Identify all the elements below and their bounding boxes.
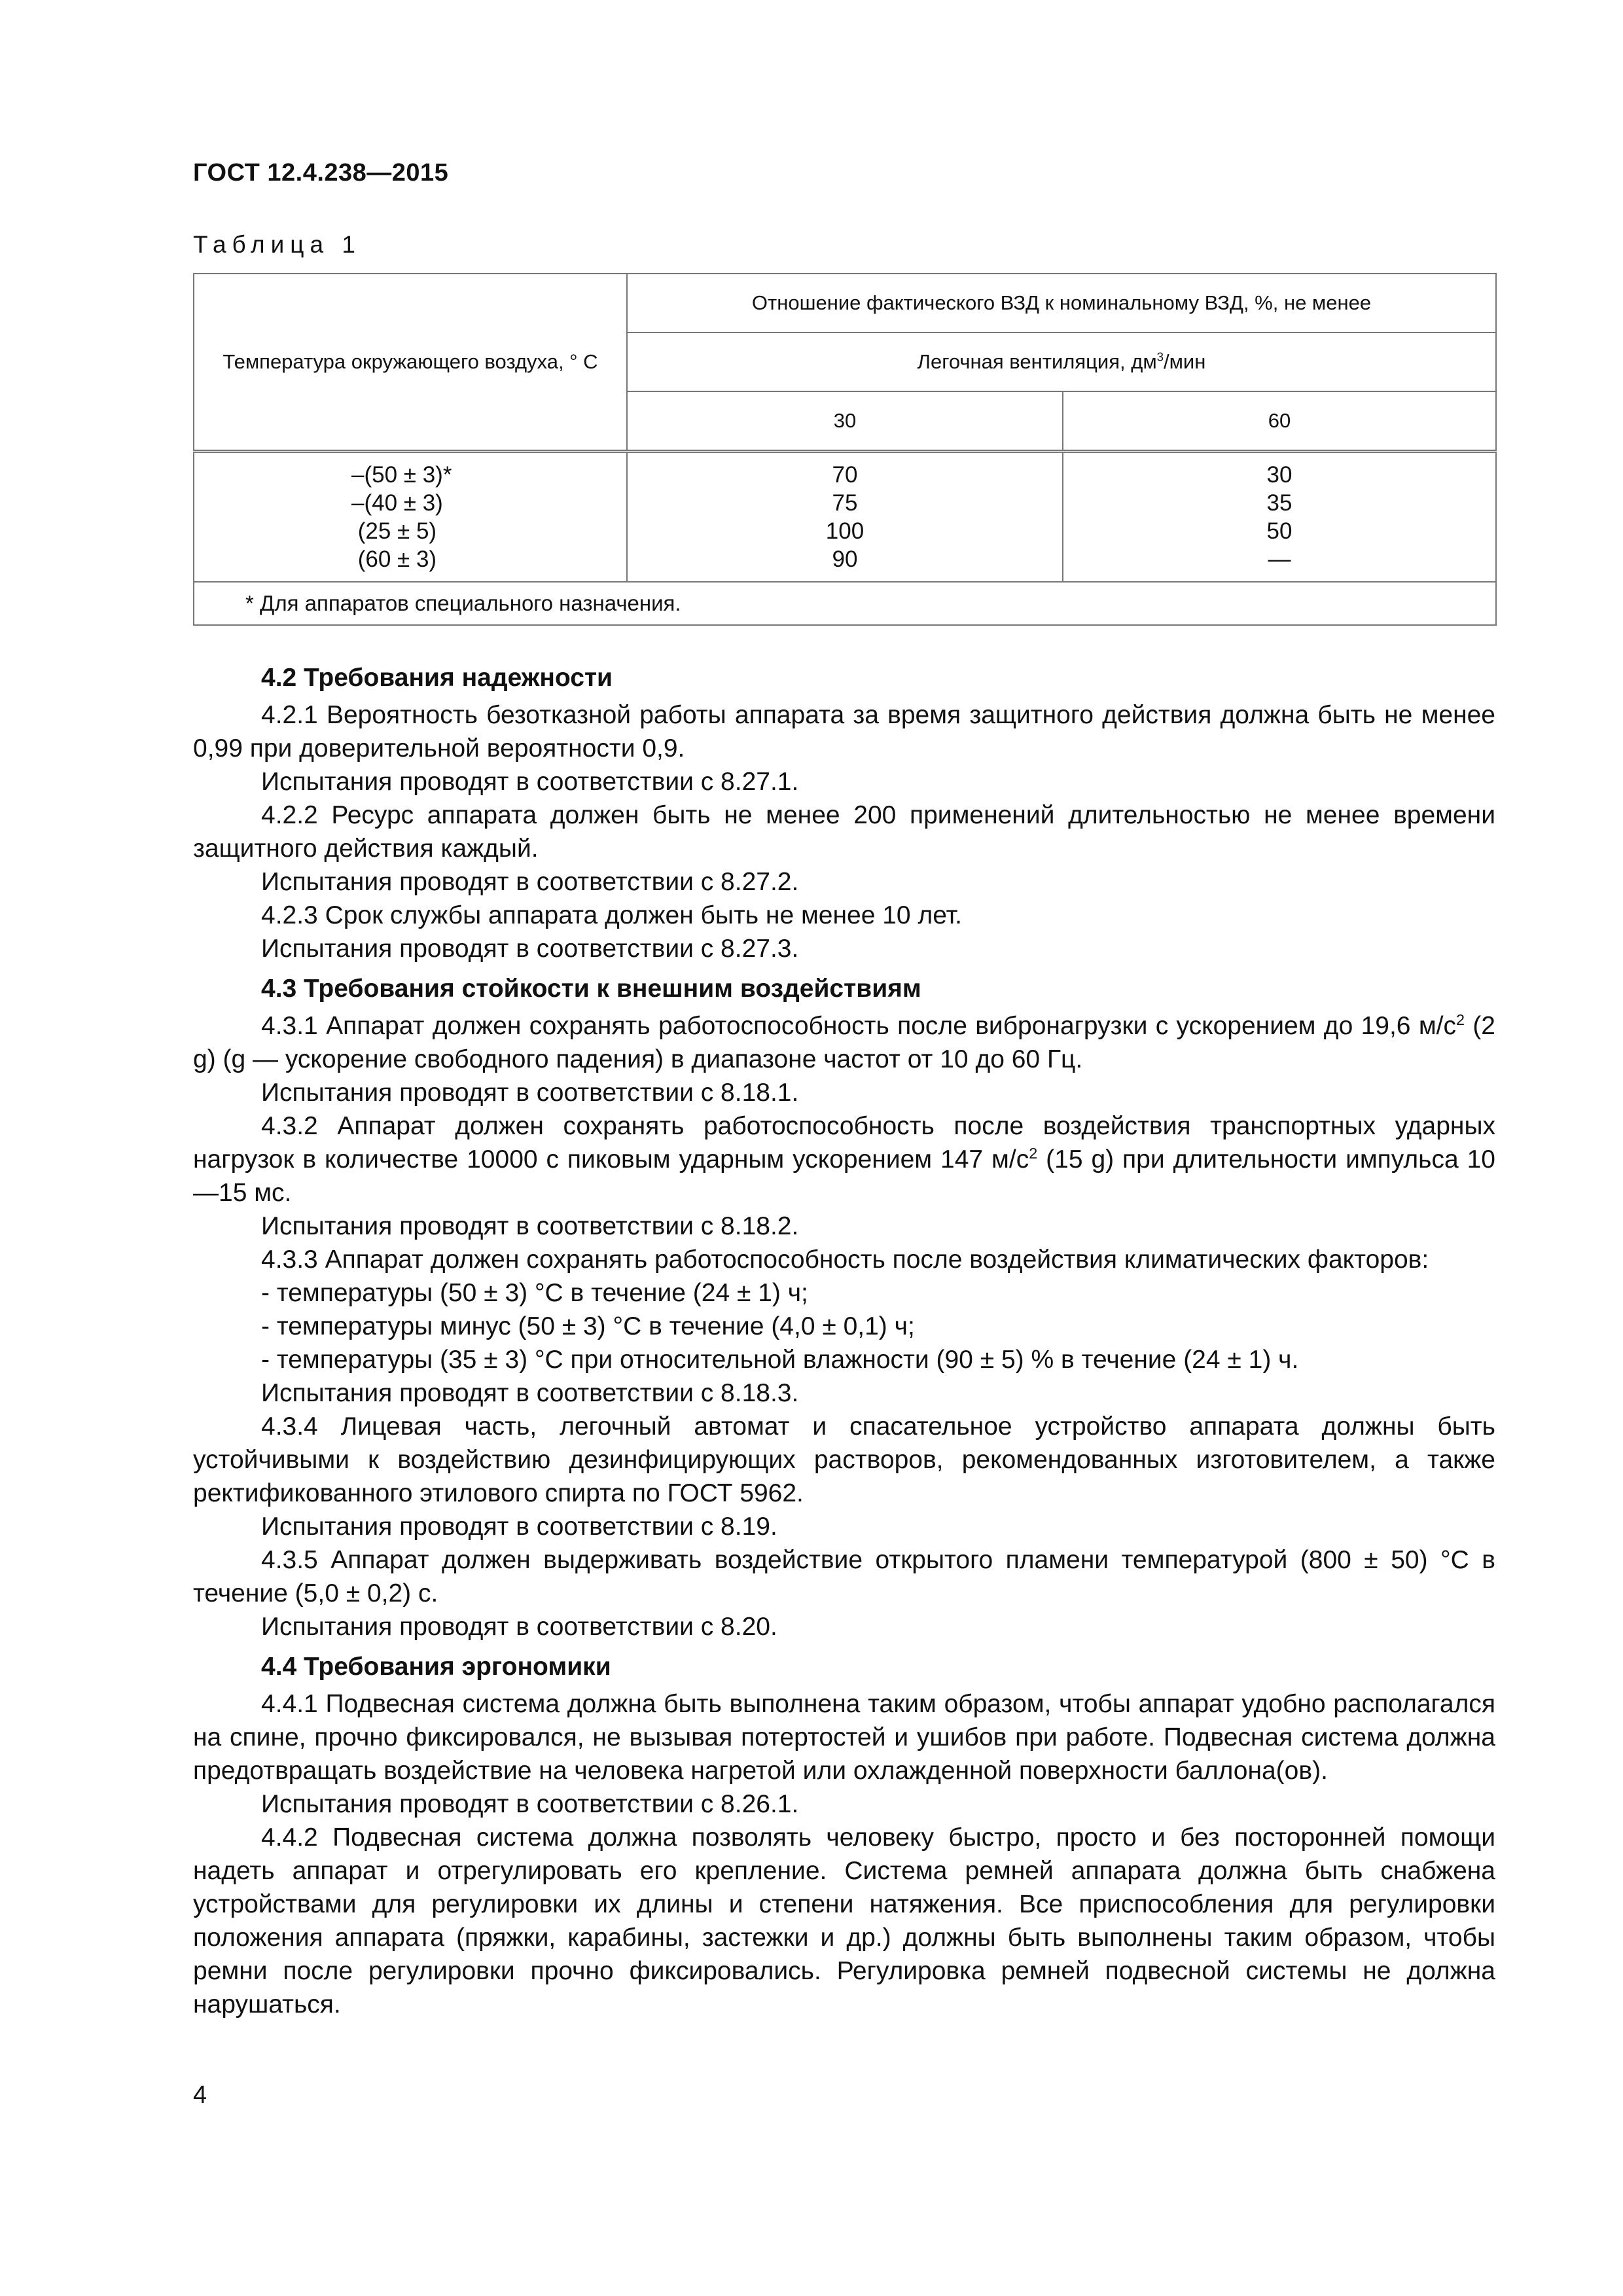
- paragraph-4-3-5: 4.3.5 Аппарат должен выдерживать воздействие открытого пламени температурой (800 ± 50) °С в течение (5,0 ± 0,2) с.: [193, 1546, 1495, 1607]
- values-60: [1063, 452, 1496, 583]
- table-footnote: * Для аппаратов специального назначения.: [194, 582, 1496, 625]
- list-item: - температуры (50 ± 3) °С в течение (24 ± 1) ч;: [261, 1279, 808, 1307]
- temperature-values: [194, 452, 627, 583]
- section-title-4-4: 4.4 Требования эргономики: [261, 1653, 611, 1681]
- test-reference: Испытания проводят в соответствии с 8.27.3.: [261, 935, 799, 963]
- test-reference: Испытания проводят в соответствии с 8.20.: [261, 1613, 777, 1641]
- paragraph-4-4-1: 4.4.1 Подвесная система должна быть выполнена таким образом, чтобы аппарат удобно располагался на спине, прочно фиксировался, не вызывая потертостей и ушибов при работе. Подвесная система должна предотвращать воздействие на человека нагретой или охлажденной поверхности баллона(ов).: [193, 1690, 1495, 1785]
- col-header-30: 30: [627, 391, 1063, 452]
- test-reference: Испытания проводят в соответствии с 8.27.2.: [261, 868, 799, 896]
- table-cell: —: [1268, 547, 1291, 572]
- paragraph-4-3-4: 4.3.4 Лицевая часть, легочный автомат и спасательное устройство аппарата должны быть устойчивыми к воздействию дезинфицирующих растворов, рекомендованных изготовителем, а также ректификованного этилового спирта по ГОСТ 5962.: [193, 1412, 1495, 1507]
- table-cell: 50: [1266, 518, 1293, 544]
- table-cell: (60 ± 3): [351, 547, 437, 572]
- table-cell: 75: [832, 490, 858, 516]
- section-title-4-3: 4.3 Требования стойкости к внешним воздействиям: [261, 975, 921, 1003]
- test-reference: Испытания проводят в соответствии с 8.27.1.: [261, 768, 799, 796]
- table-cell: 30: [1266, 462, 1293, 488]
- sub-header-ventilation: Легочная вентиляция, $дм^3$/мин: [627, 332, 1496, 391]
- col-header-60: 60: [1063, 391, 1496, 452]
- table-caption: Таблица 1: [193, 231, 361, 258]
- table-cell: 90: [832, 547, 858, 572]
- paragraph-4-4-2: 4.4.2 Подвесная система должна позволять человеку быстро, просто и без посторонней помощи надеть аппарат и отрегулировать его крепление. Система ремней аппарата должна быть снабжена устройствами для регулировки их длины и степени натяжения. Все приспособления для регулировки положения аппарата (пряжки, карабины, застежки и др.) должны быть выполнены таким образом, чтобы ремни после регулировки прочно фиксировались. Регулировка ремней подвесной системы не должна нарушаться.: [193, 1823, 1495, 2018]
- col-header-temperature: Температура окружающего воздуха, ° С: [194, 274, 627, 452]
- table-cell: –(50 ± 3)*: [351, 462, 452, 488]
- paragraph-4-3-3: 4.3.3 Аппарат должен сохранять работоспособность после воздействия климатических факторов:: [261, 1246, 1429, 1274]
- paragraph-4-3-1: 4.3.1 Аппарат должен сохранять работоспособность после вибронагрузки с ускорением до 19,6 $м/с^2$ (2 g) (g — ускорение свободного падения) в диапазоне частот от 10 до 60 Гц.: [193, 1011, 1495, 1073]
- section-title-4-2: 4.2 Требования надежности: [261, 664, 613, 692]
- table-cell: 35: [1266, 490, 1293, 516]
- paragraph-4-2-3: 4.2.3 Срок службы аппарата должен быть не менее 10 лет.: [261, 901, 962, 929]
- body-text: [193, 655, 1495, 2021]
- test-reference: Испытания проводят в соответствии с 8.18.1.: [261, 1079, 799, 1107]
- table-cell: –(40 ± 3): [351, 490, 443, 516]
- document-header: ГОСТ 12.4.238—2015: [193, 159, 449, 187]
- table-cell: 100: [825, 518, 865, 544]
- table-cell: 70: [832, 462, 858, 488]
- page-number: 4: [193, 2081, 207, 2109]
- group-header-ratio: Отношение фактического ВЗД к номинальному ВЗД, %, не менее: [627, 274, 1496, 332]
- paragraph-4-2-2: 4.2.2 Ресурс аппарата должен быть не менее 200 применений длительностью не менее времени защитного действия каждый.: [193, 801, 1495, 863]
- test-reference: Испытания проводят в соответствии с 8.19.: [261, 1513, 777, 1541]
- paragraph-4-2-1: 4.2.1 Вероятность безотказной работы аппарата за время защитного действия должна быть не менее 0,99 при доверительной вероятности 0,9.: [193, 701, 1495, 762]
- list-item: - температуры минус (50 ± 3) °С в течение (4,0 ± 0,1) ч;: [261, 1312, 915, 1340]
- list-item: - температуры (35 ± 3) °С при относительной влажности (90 ± 5) % в течение (24 ± 1) ч.: [261, 1346, 1299, 1374]
- paragraph-4-3-2: 4.3.2 Аппарат должен сохранять работоспособность после воздействия транспортных ударных нагрузок в количестве 10000 с пиковым ударным ускорением 147 $м/с^2$ (15 g) при длительности импульса 10—15 мс.: [193, 1112, 1495, 1207]
- test-reference: Испытания проводят в соответствии с 8.26.1.: [261, 1790, 799, 1818]
- test-reference: Испытания проводят в соответствии с 8.18.2.: [261, 1212, 799, 1240]
- values-30: [627, 452, 1063, 583]
- table-cell: (25 ± 5): [351, 518, 437, 544]
- test-reference: Испытания проводят в соответствии с 8.18.3.: [261, 1379, 799, 1407]
- table-1: [193, 273, 1497, 626]
